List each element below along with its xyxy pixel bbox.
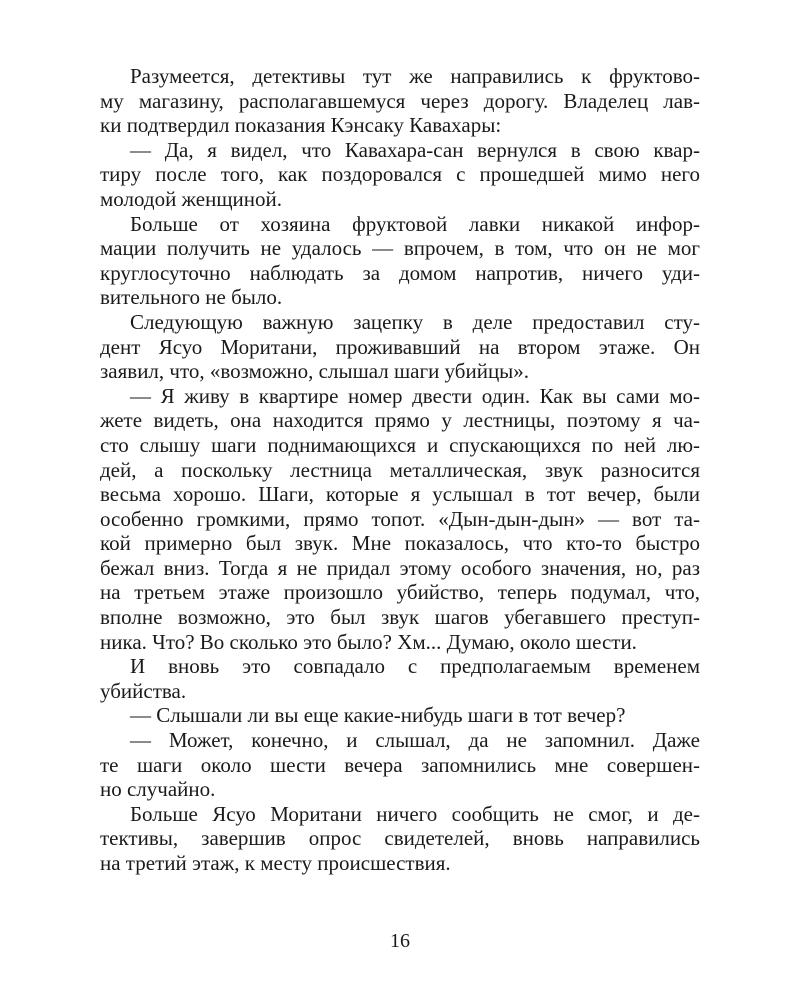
text-line: тективы, завершив опрос свидетелей, вновь направились [100, 826, 700, 851]
text-line: — Да, я видел, что Кавахара-сан вернулся в свою квар- [130, 137, 700, 162]
paragraph [100, 654, 700, 703]
paragraph [100, 802, 700, 876]
text-line: — Может, конечно, и слышал, да не запомнил. Даже [130, 728, 700, 753]
paragraph [100, 728, 700, 802]
paragraph [100, 138, 700, 212]
text-line: ника. Что? Во сколько это было? Хм... Думаю, около шести. [100, 629, 637, 654]
text-line: Следующую важную зацепку в деле предоставил сту- [130, 309, 700, 334]
text-line: дент Ясуо Моритани, проживавший на втором этаже. Он [100, 334, 700, 359]
text-line: Больше от хозяина фруктовой лавки никакой инфор- [130, 211, 700, 236]
text-line: те шаги около шести вечера запомнились мне совершен- [100, 752, 700, 777]
text-line: вполне возможно, это был звук шагов убегавшего преступ- [100, 605, 700, 630]
text-line: вительного не было. [100, 285, 283, 310]
text-line: му магазину, располагавшемуся через дорогу. Владелец лав- [100, 88, 700, 113]
text-line: бежал вниз. Тогда я не придал этому особого значения, но, раз [100, 555, 700, 580]
text-line: жете видеть, она находится прямо у лестницы, поэтому я ча- [100, 408, 700, 433]
text-line: дей, а поскольку лестница металлическая, звук разносится [100, 457, 700, 482]
text-line: Больше Ясуо Моритани ничего сообщить не смог, и де- [130, 801, 700, 826]
text-line: мации получить не удалось — впрочем, в том, что он не мог [100, 236, 700, 261]
text-line: заявил, что, «возможно, слышал шаги убийцы». [100, 359, 530, 384]
paragraph [100, 64, 700, 138]
text-line: особенно громкими, прямо топот. «Дын-дын-дын» — вот та- [100, 506, 700, 531]
text-line: на третий этаж, к месту происшествия. [100, 851, 451, 875]
text-line: убийства. [100, 678, 187, 703]
text-line: но случайно. [100, 777, 216, 802]
text-line: — Я живу в квартире номер двести один. Как вы сами мо- [130, 383, 700, 408]
text-line: на третьем этаже произошло убийство, теперь подумал, что, [100, 580, 700, 605]
text-line: тиру после того, как поздоровался с прошедшей мимо него [100, 162, 700, 187]
text-line: весьма хорошо. Шаги, которые я услышал в тот вечер, были [100, 482, 700, 507]
paragraph [100, 212, 700, 310]
text-line: кой примерно был звук. Мне показалось, что кто-то быстро [100, 531, 700, 556]
text-line: круглосуточно наблюдать за домом напротив, ничего уди- [100, 260, 700, 285]
text-line: — Слышали ли вы еще какие-нибудь шаги в тот вечер? [130, 703, 626, 728]
text-line: И вновь это совпадало с предполагаемым временем [130, 654, 700, 679]
page-number: 16 [390, 930, 410, 952]
paragraph [100, 310, 700, 384]
paragraph [100, 703, 700, 728]
text-line: Разумеется, детективы тут же направились к фруктово- [130, 64, 700, 88]
text-line: сто слышу шаги поднимающихся и спускающихся по ней лю- [100, 432, 700, 457]
text-line: ки подтвердил показания Кэнсаку Кавахары: [100, 113, 502, 138]
page-body [100, 64, 700, 876]
text-line: молодой женщиной. [100, 186, 282, 211]
paragraph [100, 384, 700, 655]
